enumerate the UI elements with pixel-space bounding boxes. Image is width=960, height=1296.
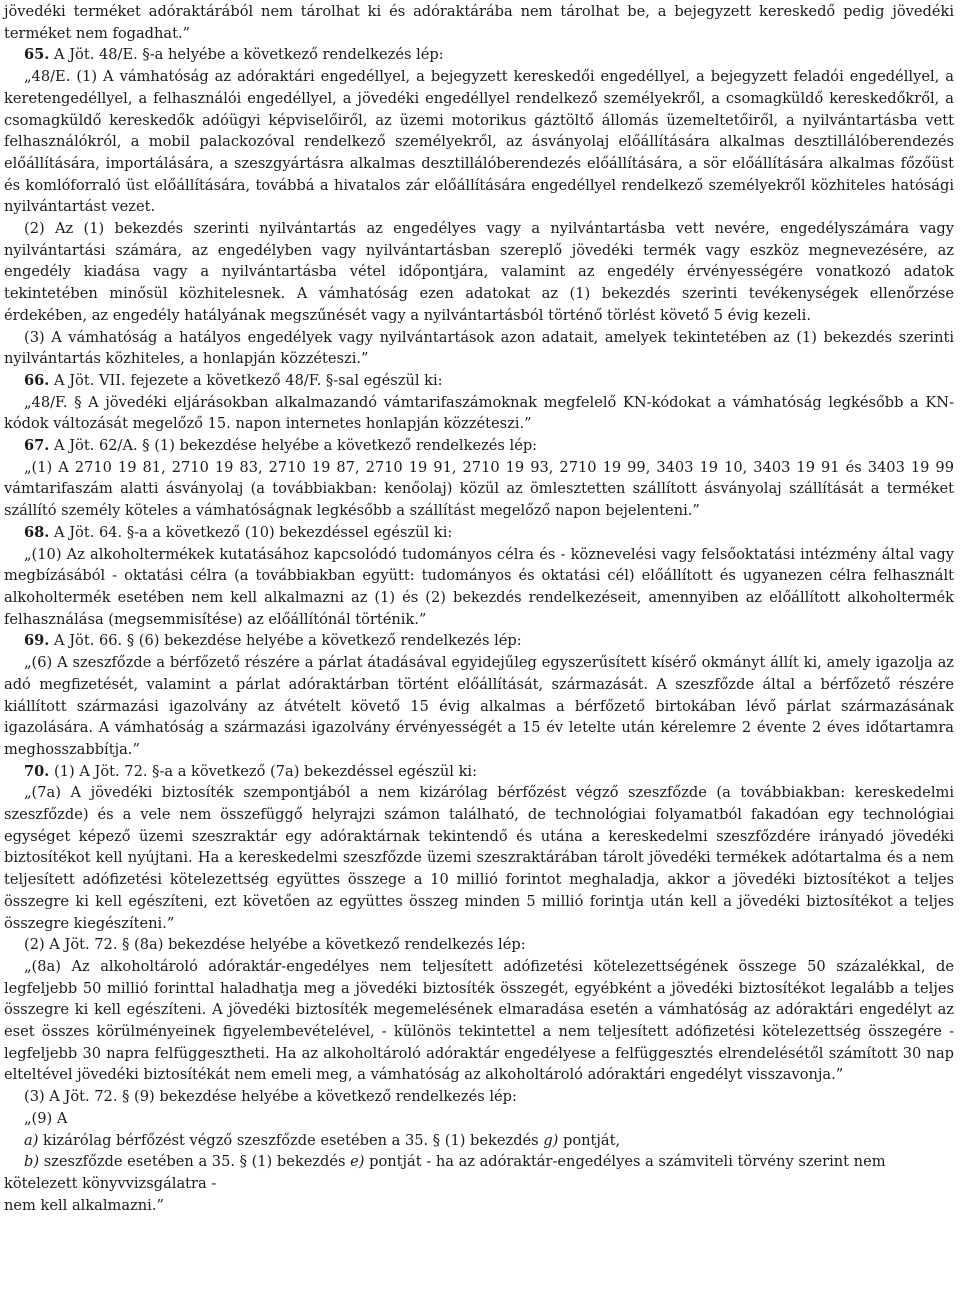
paragraph [4,435,954,457]
paragraph: „(1) A 2710 19 81, 2710 19 83, 2710 19 87, 2710 19 91, 2710 19 93, 2710 19 99, 3403 19 10, 3403 19 91 és 3403 19 99 vámtarifaszám alatti ásványolaj (a továbbiakban: kenőolaj) közül az ömlesztetten szállított ásványolaj szállítását a terméket szállító személy köteles a vámhatóságnak legkésőbb a szállítást megelőző napon bejelenteni.” [4,458,954,520]
list-item [4,1151,954,1194]
section-number: 68. [24,523,50,541]
list-item-text: kizárólag bérfőzést végző szeszfőzde esetében a 35. § (1) bekezdés [43,1131,539,1149]
paragraph: „(9) A [24,1109,68,1127]
paragraph [4,44,954,66]
list-item [4,1130,954,1152]
point-ref: e) [350,1153,365,1171]
list-item-text: szeszfőzde esetében a 35. § (1) bekezdés [43,1153,346,1171]
list-marker: a) [24,1131,39,1149]
paragraph: (2) Az (1) bekezdés szerinti nyilvántartás az engedélyes vagy a nyilvántartásba vett nevére, engedélyszámára vagy nyilvántartási számára, az engedélyben vagy nyilvántartásban szereplő jövedéki termék vagy eszköz megnevezésére, az engedély kiadása vagy a nyilvántartásba vétel időpontjára, valamint az engedély érvényességére vonatkozó adatok tekintetében minősül közhitelesnek. A vámhatóság ezen adatokat az (1) bekezdés szerinti tevékenységek ellenőrzése érdekében, az engedély hatályának megszűnését vagy a nyilvántartásból történő törlést követő 5 évig kezeli. [4,220,954,324]
quoted-section-title: „48/F. [24,393,68,411]
paragraph: „(7a) A jövedéki biztosíték szempontjából a nem kizárólag bérfőzést végző szeszfőzde (a továbbiakban: kereskedelmi szeszfőzde) és a vele nem összefüggő helyrajzi számon található, de technológiai folyamatból fakadóan egy technológiai egységet képező üzemi szeszraktár egy adóraktárnak tekintendő és utána a kereskedelmi szeszfőzdére irányadó jövedéki biztosítékot kell nyújtani. Ha a kereskedelmi szeszfőzde üzemi szeszraktárában tárolt jövedéki termékek adótartalma és a nem teljesített adófizetési kötelezettség együttes összege a 10 millió forintot meghaladja, akkor a jövedéki biztosítékot a teljes összegre ki kell egészíteni, ezt követően az együttes összeg minden 5 millió forintja után kell a jövedéki biztosítékot a teljes összegre kiegészíteni.” [4,784,954,932]
section-number: 65. [24,46,50,64]
paragraph [4,761,954,783]
list-item-text: pontját, [563,1131,621,1149]
section-number: 67. [24,437,50,455]
paragraph [4,630,954,652]
paragraph-text: A Jöt. VII. fejezete a következő 48/F. §-sal egészül ki: [54,371,443,389]
paragraph-text: A Jöt. 62/A. § (1) bekezdése helyébe a következő rendelkezés lép: [54,437,538,455]
section-number: 66. [24,371,50,389]
paragraph-text: (1) A Jöt. 72. §-a a következő (7a) bekezdéssel egészül ki: [54,762,478,780]
paragraph [4,66,954,218]
section-number: 70. [24,762,50,780]
paragraph: „(8a) Az alkoholtároló adóraktár-engedélyes nem teljesített adófizetési kötelezettségének összege 50 százalékkal, de legfeljebb 50 millió forinttal haladhatja meg a jövedéki biztosíték összegét, egyébként a jövedéki biztosítékot legalább a teljes összegre ki kell egészíteni. A jövedéki biztosíték megemelésének elmaradása esetén a vámhatóság az adóraktári engedélyt az eset összes körülményeinek figyelembevételével, - különös tekintettel a nem teljesített adófizetési kötelezettség összegére - legfeljebb 30 napra felfüggesztheti. Ha az alkoholtároló adóraktár engedélyese a felfüggesztés elrendelésétől számított 30 nap elteltével jövedéki biztosítékát nem emeli meg, a vámhatóság az alkoholtároló adóraktári engedélyt visszavonja.” [4,957,954,1084]
quoted-section-title: „48/E. [24,68,71,86]
paragraph: „(10) Az alkoholtermékek kutatásához kapcsolódó tudományos célra és - köznevelési vagy felsőoktatási intézmény által vagy megbízásából - oktatási célra (a továbbiakban együtt: tudományos és oktatási cél) előállított és ugyanezen célra felhasznált alkoholtermék esetében nem kell alkalmazni az (1) és (2) bekezdés rendelkezéseit, amennyiben az előállított alkoholtermék felhasználása (megsemmisítése) az előállítónál történik.” [4,545,954,628]
list-marker: b) [24,1153,40,1171]
point-ref: g) [543,1131,559,1149]
paragraph: nem kell alkalmazni.” [4,1196,164,1214]
paragraph: (3) A vámhatóság a hatályos engedélyek vagy nyilvántartások azon adatait, amelyek tekintetében az (1) bekezdés szerinti nyilvántartás közhiteles, a honlapján közzéteszi.” [4,328,954,368]
paragraph: (3) A Jöt. 72. § (9) bekezdése helyébe a következő rendelkezés lép: [24,1088,517,1106]
paragraph [4,522,954,544]
paragraph-text: § A jövedéki eljárásokban alkalmazandó vámtarifaszámoknak megfelelő KN-kódokat a vámhatóság legkésőbb a KN-kódok változását megelőző 15. napon internetes honlapján közzéteszi.” [4,393,954,433]
paragraph: jövedéki terméket adóraktárából nem tárolhat ki és adóraktárába nem tárolhat be, a bejegyzett kereskedő pedig jövedéki terméket nem fogadhat.” [4,3,954,42]
section-ref: A Jöt. 48/E. [54,46,138,64]
paragraph: (2) A Jöt. 72. § (8a) bekezdése helyébe a következő rendelkezés lép: [24,936,526,954]
paragraph [4,370,954,392]
paragraph-text: A Jöt. 64. §-a a következő (10) bekezdéssel egészül ki: [54,523,453,541]
paragraph-text: A Jöt. 66. § (6) bekezdése helyébe a következő rendelkezés lép: [54,632,522,650]
paragraph-text: §-a helyébe a következő rendelkezés lép: [142,46,444,64]
paragraph [4,392,954,435]
list-item-text: pontját - ha az adóraktár-engedélyes a számviteli törvény szerint nem kötelezett könyvvizsgálatra - [4,1153,886,1192]
paragraph: „(6) A szeszfőzde a bérfőzető részére a párlat átadásával egyidejűleg egyszerűsített kísérő okmányt állít ki, amely igazolja az adó megfizetését, valamint a párlat adóraktárban történt előállítását, származását. A szeszfőzde által a bérfőzető részére kiállított származási igazolvány az átvételt követő 15 évig alkalmas a bérfőzető birtokában lévő párlat származásának igazolására. A vámhatóság a származási igazolvány érvényességét a 15 év letelte után kérelemre 2 évente 2 éves időtartamra meghosszabbítja.” [4,654,954,758]
section-number: 69. [24,632,50,650]
paragraph-text: (1) A vámhatóság az adóraktári engedéllyel, a bejegyzett kereskedői engedéllyel, a bejegyzett feladói engedéllyel, a keretengedéllyel, a felhasználói engedéllyel, a jövedéki engedéllyel rendelkező személyekről, a csomagküldő kereskedőkről, a csomagküldő kereskedők adóügyi képviselőiről, az üzemi motorikus gáztöltő állomás üzemeltetőiről, a nyilvántartásba vett felhasználókról, a mobil palackozóval rendelkező személyekről, az ásványolaj előállítására alkalmas desztillálóberendezés előállítására, importálására, a szeszgyártásra alkalmas desztillálóberendezés előállítására, a sör előállítására alkalmas főzőüst és komlóforraló üst előállítására, továbbá a hivatalos zár előállítására engedéllyel rendelkező személyekről közhiteles hatósági nyilvántartást vezet. [4,68,955,216]
